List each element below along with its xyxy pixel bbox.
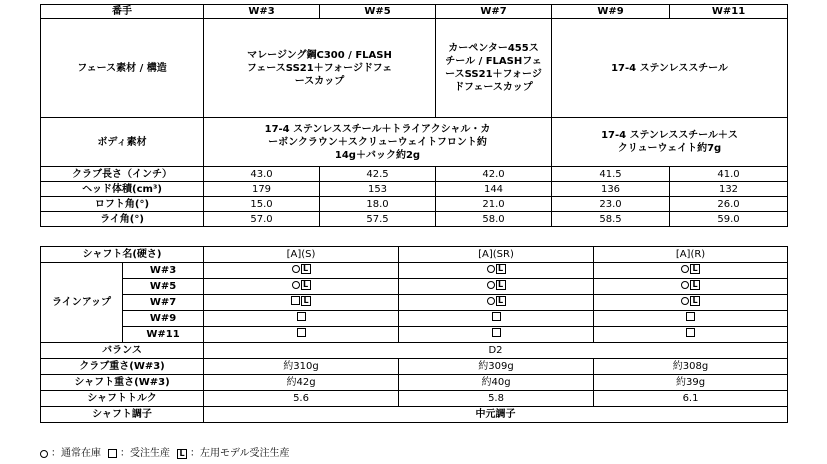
lineup-mark bbox=[399, 311, 594, 327]
lineup-club: W#3 bbox=[123, 263, 204, 279]
shaft-weight-value: 約39g bbox=[594, 375, 788, 391]
cell-value: 57.5 bbox=[320, 212, 436, 227]
lineup-club: W#7 bbox=[123, 295, 204, 311]
face-row bbox=[41, 19, 788, 118]
club-weight-row bbox=[41, 359, 788, 375]
spec-row-loft bbox=[41, 197, 788, 212]
spec-table bbox=[40, 4, 788, 227]
cell-value: 23.0 bbox=[552, 197, 670, 212]
availability-mark bbox=[492, 312, 501, 321]
spec-row-lie bbox=[41, 212, 788, 227]
circle-icon bbox=[292, 281, 300, 289]
lineup-mark bbox=[594, 263, 788, 279]
circle-icon bbox=[40, 450, 48, 458]
header-w7: W#7 bbox=[436, 5, 552, 19]
cell-value: 18.0 bbox=[320, 197, 436, 212]
cell-value: 132 bbox=[670, 182, 788, 197]
circle-icon bbox=[487, 281, 495, 289]
legend-left-text: ：左用モデル受注生産 bbox=[190, 448, 290, 459]
cell-value: 59.0 bbox=[670, 212, 788, 227]
left-hand-icon: L bbox=[690, 264, 700, 274]
availability-mark bbox=[681, 296, 700, 306]
left-hand-icon: L bbox=[496, 296, 506, 306]
cell-value: 42.0 bbox=[436, 167, 552, 182]
cell-value: 136 bbox=[552, 182, 670, 197]
header-row bbox=[41, 5, 788, 19]
cell-value: 21.0 bbox=[436, 197, 552, 212]
shaft-name-row bbox=[41, 247, 788, 263]
square-icon bbox=[291, 296, 300, 305]
face-w911: 17-4 ステンレススチール bbox=[552, 19, 788, 118]
header-w3: W#3 bbox=[204, 5, 320, 19]
square-icon bbox=[492, 328, 501, 337]
cell-value: 144 bbox=[436, 182, 552, 197]
row-label: ライ角(°) bbox=[41, 212, 204, 227]
lineup-mark bbox=[594, 295, 788, 311]
header-label: 番手 bbox=[41, 5, 204, 19]
availability-mark bbox=[487, 264, 506, 274]
lineup-club: W#9 bbox=[123, 311, 204, 327]
club-weight-value: 約308g bbox=[594, 359, 788, 375]
availability-mark bbox=[487, 296, 506, 306]
balance-row bbox=[41, 343, 788, 359]
cell-value: 58.5 bbox=[552, 212, 670, 227]
legend-square-text: ：受注生産 bbox=[120, 448, 170, 459]
shaft-name: [A](R) bbox=[594, 247, 788, 263]
square-icon bbox=[686, 312, 695, 321]
cell-value: 42.5 bbox=[320, 167, 436, 182]
header-w5: W#5 bbox=[320, 5, 436, 19]
availability-mark bbox=[292, 280, 311, 290]
availability-mark bbox=[292, 264, 311, 274]
availability-mark bbox=[297, 328, 306, 337]
circle-icon bbox=[681, 281, 689, 289]
shaft-weight-value: 約40g bbox=[399, 375, 594, 391]
circle-icon bbox=[292, 265, 300, 273]
lineup-row bbox=[41, 263, 788, 279]
lineup-mark bbox=[399, 327, 594, 343]
lineup-mark bbox=[204, 279, 399, 295]
shaft-name-label: シャフト名(硬さ) bbox=[41, 247, 204, 263]
header-w9: W#9 bbox=[552, 5, 670, 19]
cell-value: 43.0 bbox=[204, 167, 320, 182]
lineup-club: W#11 bbox=[123, 327, 204, 343]
lineup-mark bbox=[204, 295, 399, 311]
body-row bbox=[41, 118, 788, 167]
club-weight-value: 約309g bbox=[399, 359, 594, 375]
availability-mark bbox=[297, 312, 306, 321]
left-hand-icon: L bbox=[301, 264, 311, 274]
left-hand-icon: L bbox=[177, 449, 187, 459]
cell-value: 15.0 bbox=[204, 197, 320, 212]
availability-mark bbox=[686, 312, 695, 321]
lineup-mark bbox=[399, 263, 594, 279]
face-label: フェース素材 / 構造 bbox=[41, 19, 204, 118]
balance-label: バランス bbox=[41, 343, 204, 359]
lineup-mark bbox=[594, 311, 788, 327]
square-icon bbox=[686, 328, 695, 337]
cell-value: 57.0 bbox=[204, 212, 320, 227]
lineup-mark bbox=[399, 279, 594, 295]
shaft-weight-value: 約42g bbox=[204, 375, 399, 391]
availability-mark bbox=[291, 296, 311, 306]
availability-mark bbox=[681, 280, 700, 290]
shaft-name: [A](S) bbox=[204, 247, 399, 263]
availability-mark bbox=[686, 328, 695, 337]
row-label: ロフト角(°) bbox=[41, 197, 204, 212]
body-w357: 17-4 ステンレススチール＋トライアクシャル・カーボンクラウン＋スクリューウェイトフロント約14g＋バック約2g bbox=[204, 118, 552, 167]
club-weight-value: 約310g bbox=[204, 359, 399, 375]
row-label: クラブ長さ（インチ） bbox=[41, 167, 204, 182]
shaft-weight-row bbox=[41, 375, 788, 391]
left-hand-icon: L bbox=[301, 280, 311, 290]
lineup-mark bbox=[204, 263, 399, 279]
legend bbox=[40, 447, 290, 460]
club-weight-label: クラブ重さ(W#3) bbox=[41, 359, 204, 375]
left-hand-icon: L bbox=[690, 296, 700, 306]
square-icon bbox=[297, 312, 306, 321]
shaft-weight-label: シャフト重さ(W#3) bbox=[41, 375, 204, 391]
shaft-name: [A](SR) bbox=[399, 247, 594, 263]
cell-value: 179 bbox=[204, 182, 320, 197]
lineup-row bbox=[41, 295, 788, 311]
kick-row bbox=[41, 407, 788, 423]
cell-value: 41.5 bbox=[552, 167, 670, 182]
body-label: ボディ素材 bbox=[41, 118, 204, 167]
lineup-mark bbox=[204, 311, 399, 327]
spec-row-length bbox=[41, 167, 788, 182]
face-w35: マレージング鋼C300 / FLASHフェースSS21＋フォージドフェースカップ bbox=[204, 19, 436, 118]
lineup-mark bbox=[204, 327, 399, 343]
torque-label: シャフトトルク bbox=[41, 391, 204, 407]
row-label: ヘッド体積(cm³) bbox=[41, 182, 204, 197]
torque-row bbox=[41, 391, 788, 407]
left-hand-icon: L bbox=[496, 264, 506, 274]
torque-value: 5.8 bbox=[399, 391, 594, 407]
spec-row-volume bbox=[41, 182, 788, 197]
torque-value: 5.6 bbox=[204, 391, 399, 407]
torque-value: 6.1 bbox=[594, 391, 788, 407]
left-hand-icon: L bbox=[301, 296, 311, 306]
circle-icon bbox=[487, 297, 495, 305]
availability-mark bbox=[487, 280, 506, 290]
lineup-mark bbox=[594, 279, 788, 295]
left-hand-icon: L bbox=[690, 280, 700, 290]
lineup-mark bbox=[399, 295, 594, 311]
circle-icon bbox=[681, 297, 689, 305]
lineup-label: ラインアップ bbox=[41, 263, 123, 343]
availability-mark bbox=[492, 328, 501, 337]
circle-icon bbox=[487, 265, 495, 273]
kick-label: シャフト調子 bbox=[41, 407, 204, 423]
square-icon bbox=[297, 328, 306, 337]
lineup-mark bbox=[594, 327, 788, 343]
circle-icon bbox=[681, 265, 689, 273]
header-w11: W#11 bbox=[670, 5, 788, 19]
square-icon bbox=[108, 449, 117, 458]
legend-circle-text: ：通常在庫 bbox=[51, 448, 101, 459]
lineup-row bbox=[41, 279, 788, 295]
square-icon bbox=[492, 312, 501, 321]
kick-value: 中元調子 bbox=[204, 407, 788, 423]
face-w7: カーペンター455スチール / FLASHフェースSS21＋フォージドフェースカップ bbox=[436, 19, 552, 118]
cell-value: 58.0 bbox=[436, 212, 552, 227]
cell-value: 26.0 bbox=[670, 197, 788, 212]
cell-value: 153 bbox=[320, 182, 436, 197]
lineup-row bbox=[41, 311, 788, 327]
left-hand-icon: L bbox=[496, 280, 506, 290]
lineup-row bbox=[41, 327, 788, 343]
shaft-table bbox=[40, 246, 788, 423]
body-w911: 17-4 ステンレススチール＋スクリューウェイト約7g bbox=[552, 118, 788, 167]
balance-value: D2 bbox=[204, 343, 788, 359]
cell-value: 41.0 bbox=[670, 167, 788, 182]
availability-mark bbox=[681, 264, 700, 274]
lineup-club: W#5 bbox=[123, 279, 204, 295]
